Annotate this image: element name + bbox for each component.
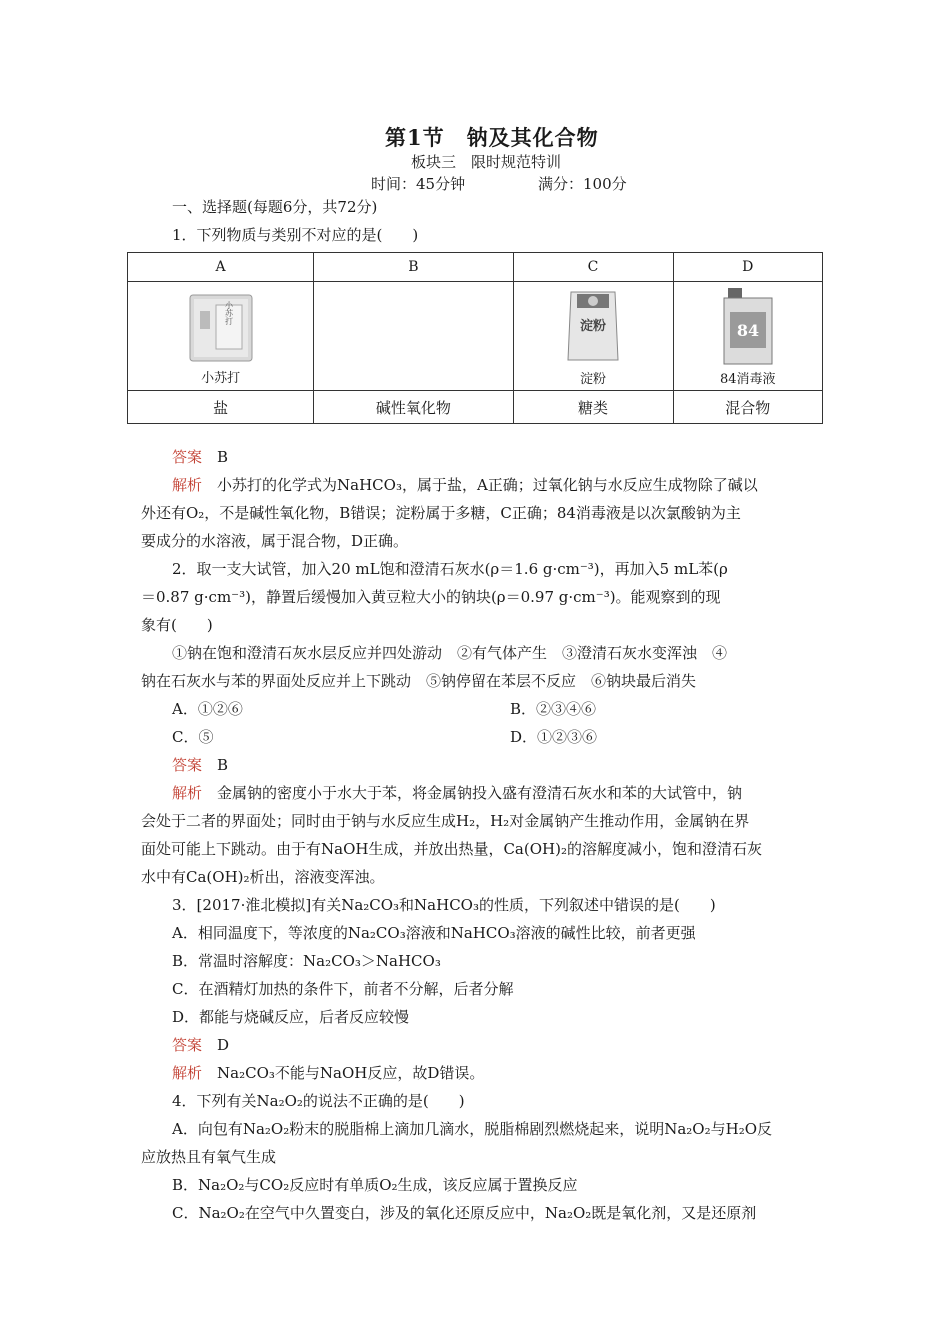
q1-image-cell-a	[128, 282, 314, 391]
explain-text: 金属钠的密度小于水大于苯，将金属钠投入盛有澄清石灰水和苯的大试管中，钠	[217, 784, 743, 802]
q3-option-d: D．都能与烧碱反应，后者反应较慢	[172, 1008, 410, 1026]
q2-line-3: 象有( )	[141, 616, 213, 634]
answer-label: 答案	[172, 756, 203, 774]
q1-image-cell-b	[314, 282, 513, 391]
explain-label: 解析	[172, 476, 203, 494]
q1-explain-2: 外还有O₂，不是碱性氧化物，B错误；淀粉属于多糖，C正确；84消毒液是以次氯酸钠为主	[141, 504, 741, 522]
page-title: 第1节 钠及其化合物	[385, 125, 599, 150]
time-limit: 时间：45分钟	[371, 175, 466, 193]
bottle-d-label: 84	[736, 320, 759, 340]
section-heading: 一、选择题(每题6分，共72分)	[172, 198, 378, 216]
q2-explain-2: 会处于二者的界面处；同时由于钠与水反应生成H₂，H₂对金属钠产生推动作用，金属钠在界	[141, 812, 750, 830]
q1-header-b: B	[314, 253, 513, 282]
q2-option-d: D．①②③⑥	[510, 728, 598, 746]
q4-stem: 4．下列有关Na₂O₂的说法不正确的是( )	[172, 1092, 465, 1110]
q1-caption-a: 小苏打	[201, 370, 241, 386]
explain-label: 解析	[172, 784, 203, 802]
bag-c-label: 淀粉	[580, 318, 607, 334]
q2-option-c: C．⑤	[172, 728, 214, 746]
answer-value: D	[217, 1036, 230, 1054]
q2-line-5: 钠在石灰水与苯的界面处反应并上下跳动 ⑤钠停留在苯层不反应 ⑥钠块最后消失	[141, 672, 697, 690]
q2-explain-4: 水中有Ca(OH)₂析出，溶液变浑浊。	[141, 868, 385, 886]
q2-explain-1	[172, 782, 742, 803]
q4-line-3: B．Na₂O₂与CO₂反应时有单质O₂生成，该反应属于置换反应	[172, 1176, 578, 1194]
q1-category-a: 盐	[128, 391, 314, 424]
q1-table	[127, 252, 823, 424]
explain-text: Na₂CO₃不能与NaOH反应，故D错误。	[217, 1064, 485, 1082]
q4-line-4: C．Na₂O₂在空气中久置变白，涉及的氧化还原反应中，Na₂O₂既是氧化剂，又是还原剂	[172, 1204, 757, 1222]
q1-image-cell-d	[673, 282, 823, 391]
answer-value: B	[217, 448, 229, 466]
q1-image-cell-c	[513, 282, 673, 391]
explain-text: 小苏打的化学式为NaHCO₃，属于盐，A正确；过氧化钠与水反应生成物除了碱以	[217, 476, 758, 494]
q1-explain-3: 要成分的水溶液，属于混合物，D正确。	[141, 532, 409, 550]
q2-line-1: 2．取一支大试管，加入20 mL饱和澄清石灰水(ρ＝1.6 g·cm⁻³)，再加入5 mL苯(ρ	[172, 560, 728, 578]
q1-header-d: D	[673, 253, 823, 282]
q3-option-a: A．相同温度下，等浓度的Na₂CO₃溶液和NaHCO₃溶液的碱性比较，前者更强	[172, 924, 696, 942]
page-subtitle: 板块三 限时规范特训	[411, 153, 562, 171]
q3-option-b: B．常温时溶解度：Na₂CO₃＞NaHCO₃	[172, 952, 441, 970]
q2-option-a: A．①②⑥	[172, 700, 243, 718]
q3-option-c: C．在酒精灯加热的条件下，前者不分解，后者分解	[172, 980, 514, 998]
q3-stem: 3．[2017·淮北模拟]有关Na₂CO₃和NaHCO₃的性质，下列叙述中错误的是( )	[172, 896, 716, 914]
baking-soda-bag-image	[186, 291, 256, 365]
bag-a-label: 小苏打	[224, 300, 234, 325]
q3-answer	[172, 1034, 229, 1055]
q1-answer	[172, 446, 228, 467]
explain-label: 解析	[172, 1064, 203, 1082]
disinfectant-bottle-image	[720, 286, 776, 366]
q2-explain-3: 面处可能上下跳动。由于有NaOH生成，并放出热量，Ca(OH)₂的溶解度减小，饱和澄清石灰	[141, 840, 762, 858]
q1-caption-c: 淀粉	[580, 371, 607, 387]
q4-line-2: 应放热且有氧气生成	[141, 1148, 277, 1166]
q1-header-a: A	[128, 253, 314, 282]
q2-answer	[172, 754, 228, 775]
full-score: 满分：100分	[538, 175, 627, 193]
answer-label: 答案	[172, 1036, 203, 1054]
q1-explain-1	[172, 474, 758, 495]
q1-category-b: 碱性氧化物	[314, 391, 513, 424]
q2-line-2: ＝0.87 g·cm⁻³)，静置后缓慢加入黄豆粒大小的钠块(ρ＝0.97 g·cm⁻³)。能观察到的现	[141, 588, 721, 606]
q3-explain	[172, 1062, 484, 1083]
answer-value: B	[217, 756, 229, 774]
q2-line-4: ①钠在饱和澄清石灰水层反应并四处游动 ②有气体产生 ③澄清石灰水变浑浊 ④	[172, 644, 728, 662]
q1-caption-d: 84消毒液	[719, 371, 776, 387]
starch-bag-image	[563, 286, 623, 366]
q4-line-1: A．向包有Na₂O₂粉末的脱脂棉上滴加几滴水，脱脂棉剧烈燃烧起来，说明Na₂O₂与H₂O反	[172, 1120, 773, 1138]
q2-option-b: B．②③④⑥	[510, 700, 597, 718]
q1-category-c: 糖类	[513, 391, 673, 424]
q1-category-d: 混合物	[673, 391, 823, 424]
q1-header-c: C	[513, 253, 673, 282]
answer-label: 答案	[172, 448, 203, 466]
q1-stem: 1．下列物质与类别不对应的是( )	[172, 226, 419, 244]
